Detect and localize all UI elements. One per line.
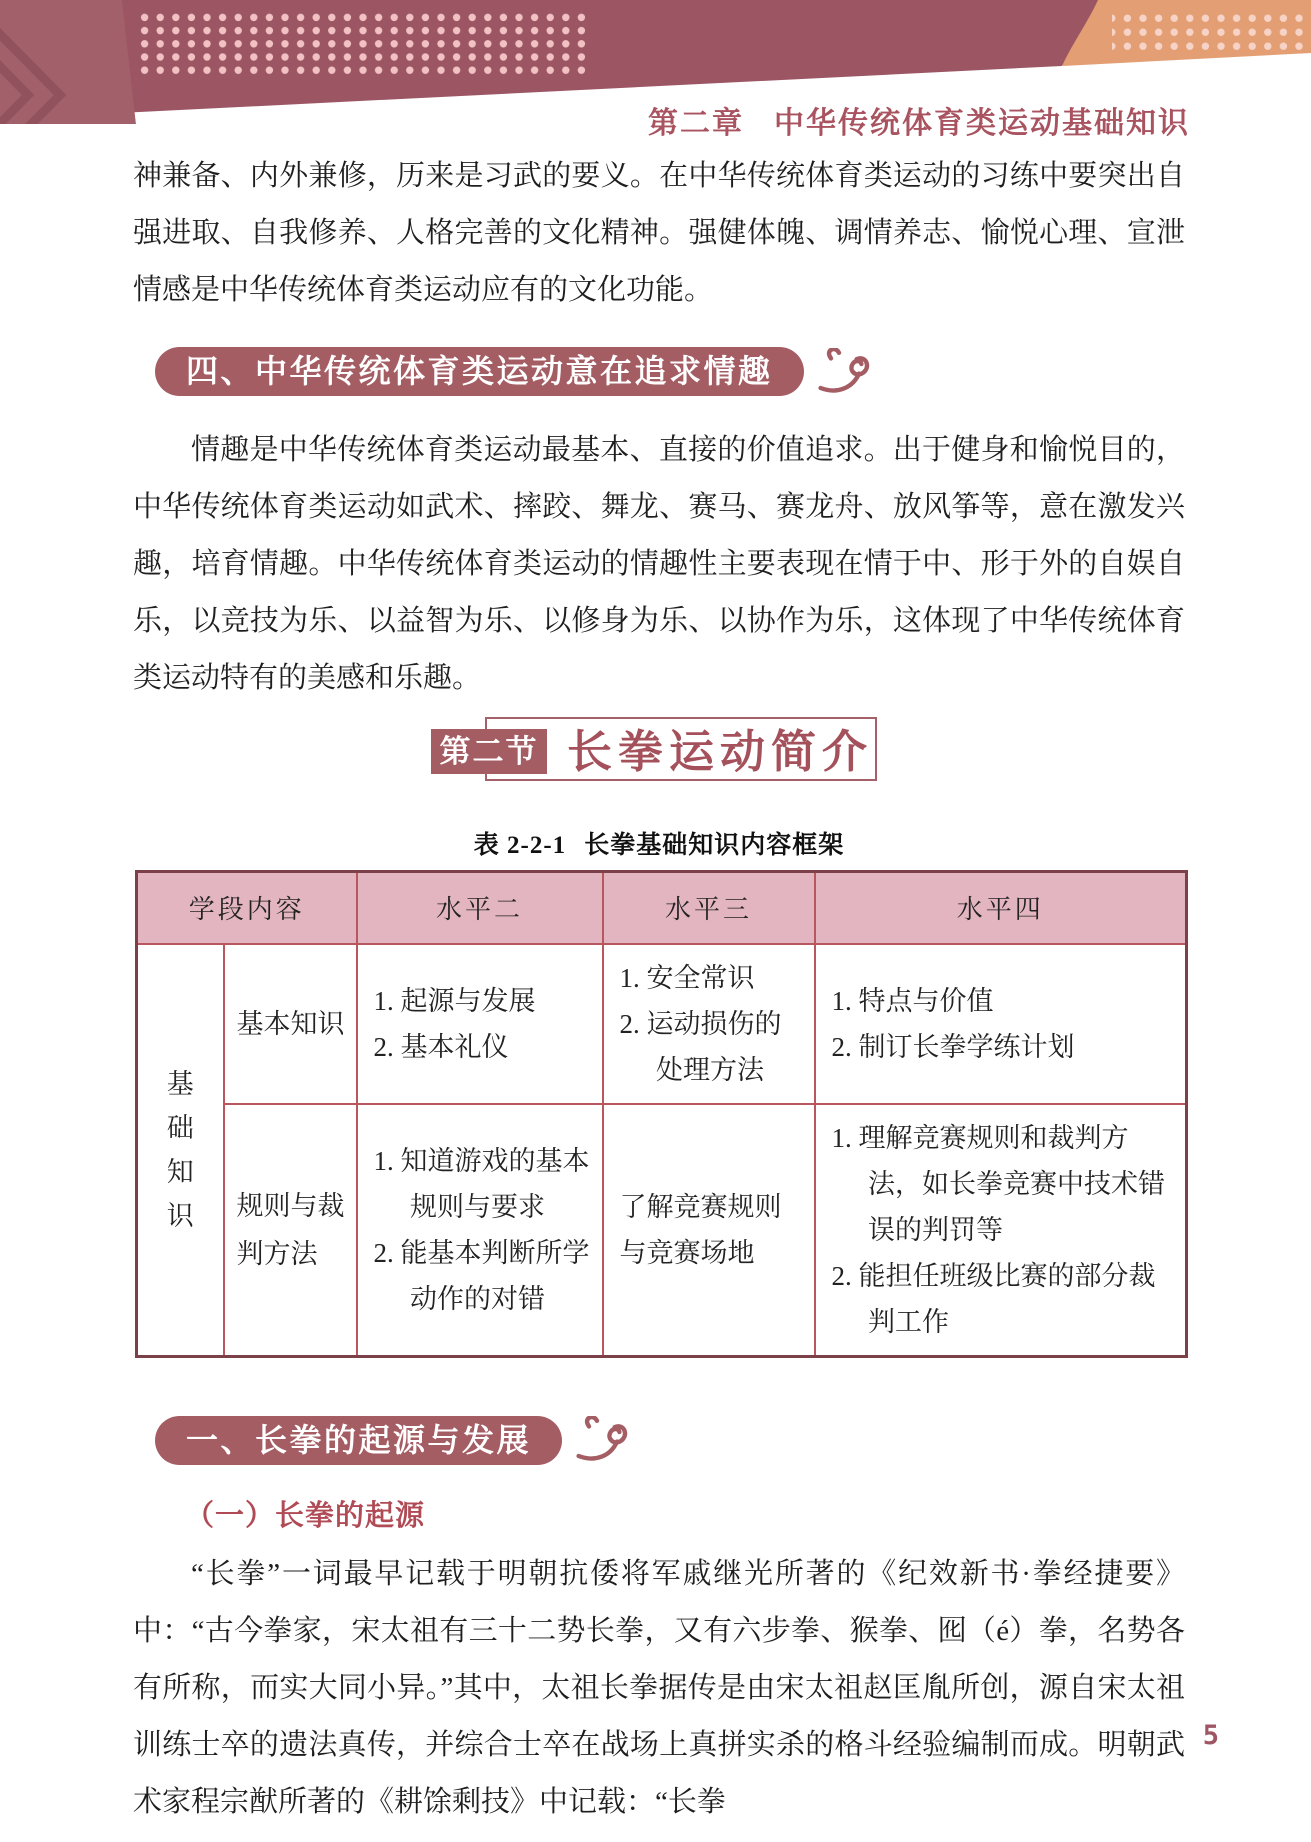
list-item: 了解竞赛规则与竞赛场地 <box>619 1191 782 1268</box>
page-number: 5 <box>1202 1720 1219 1751</box>
cloud-swirl-icon <box>572 1416 630 1464</box>
dot-grid-maroon <box>140 11 592 77</box>
intro-paragraph: 神兼备、内外兼修，历来是习武的要义。在中华传统体育类运动的习练中要突出自强进取、自我修养、人格完善的文化精神。强健体魄、调情养志、愉悦心理、宣泄情感是中华传统体育类运动应有的文化功能。 <box>133 160 1185 306</box>
level3-cell <box>603 1104 815 1357</box>
category-cell: 规则与裁判方法 <box>224 1104 357 1357</box>
col-header-level4: 水平四 <box>815 872 1187 944</box>
list-item: 2. 能担任班级比赛的部分裁判工作 <box>831 1260 1156 1337</box>
section-one-banner-row <box>155 1416 1185 1465</box>
chapter-number: 第二章 <box>648 107 744 140</box>
dot-grid-orange <box>1112 10 1311 54</box>
section-number-box: 第二节 <box>431 729 547 774</box>
level2-cell <box>357 1104 603 1357</box>
chevron-panel <box>0 0 136 132</box>
list-item: 1. 安全常识 <box>619 962 755 993</box>
list-item: 2. 基本礼仪 <box>373 1031 509 1062</box>
list-item: 1. 特点与价值 <box>831 985 994 1016</box>
col-header-level2: 水平二 <box>357 872 603 944</box>
list-item: 2. 运动损伤的处理方法 <box>619 1008 782 1085</box>
table-row <box>137 1104 1187 1357</box>
page-content <box>133 148 1185 1831</box>
table-caption-label: 表 2-2-1 <box>473 832 567 859</box>
row-group-cell <box>137 944 224 1357</box>
list-item: 1. 知道游戏的基本规则与要求 <box>373 1145 590 1222</box>
list-item: 1. 起源与发展 <box>373 985 536 1016</box>
col-header-level3: 水平三 <box>603 872 815 944</box>
table-row <box>137 944 1187 1104</box>
section-four-paragraph: 情趣是中华传统体育类运动最基本、直接的价值追求。出于健身和愉悦目的，中华传统体育类运动如武术、摔跤、舞龙、赛马、赛龙舟、放风筝等，意在激发兴趣，培育情趣。中华传统体育类运动的情趣性主要表现在情于中、形于外的自娱自乐，以竞技为乐、以益智为乐、以修身为乐、以协作为乐，这体现了中华传统体育类运动特有的美感和乐趣。 <box>133 434 1185 694</box>
section-one-banner: 一、长拳的起源与发展 <box>155 1416 562 1465</box>
list-item: 2. 能基本判断所学动作的对错 <box>373 1237 590 1314</box>
list-item: 2. 制订长拳学练计划 <box>831 1031 1075 1062</box>
level4-cell <box>815 1104 1187 1357</box>
section-two-title-block <box>133 707 1185 811</box>
col-header-stage: 学段内容 <box>137 872 357 944</box>
level3-cell <box>603 944 815 1104</box>
section-four-banner: 四、中华传统体育类运动意在追求情趣 <box>155 347 804 396</box>
framework-table <box>135 870 1188 1358</box>
subsection-heading: （一）长拳的起源 <box>185 1499 426 1532</box>
level2-cell <box>357 944 603 1104</box>
section-four-banner-row <box>155 347 1185 396</box>
table-caption-title: 长拳基础知识内容框架 <box>584 832 845 859</box>
row-group-label: 基础知识 <box>166 1068 194 1231</box>
table-caption <box>133 825 1185 861</box>
chapter-header <box>648 98 1190 142</box>
cloud-swirl-icon <box>814 348 872 396</box>
list-item: 1. 理解竞赛规则和裁判方法，如长拳竞赛中技术错误的判罚等 <box>831 1122 1165 1245</box>
section-one-paragraph: “长拳”一词最早记载于明朝抗倭将军戚继光所著的《纪效新书·拳经捷要》中：“古今拳家，宋太祖有三十二势长拳，又有六步拳、猴拳、囮（é）拳，名势各有所称，而实大同小异。”其中，太祖长拳据传是由宋太祖赵匡胤所创，源自宋太祖训练士卒的遗法真传，并综合士卒在战场上真拼实杀的格斗经验编制而成。明朝武术家程宗猷所著的《耕馀剩技》中记载：“长拳 <box>133 1557 1185 1818</box>
table-header-row <box>137 872 1187 944</box>
level4-cell <box>815 944 1187 1104</box>
category-cell: 基本知识 <box>224 944 357 1104</box>
chapter-title: 中华传统体育类运动基础知识 <box>774 107 1190 140</box>
section-title: 长拳运动简介 <box>567 726 874 777</box>
